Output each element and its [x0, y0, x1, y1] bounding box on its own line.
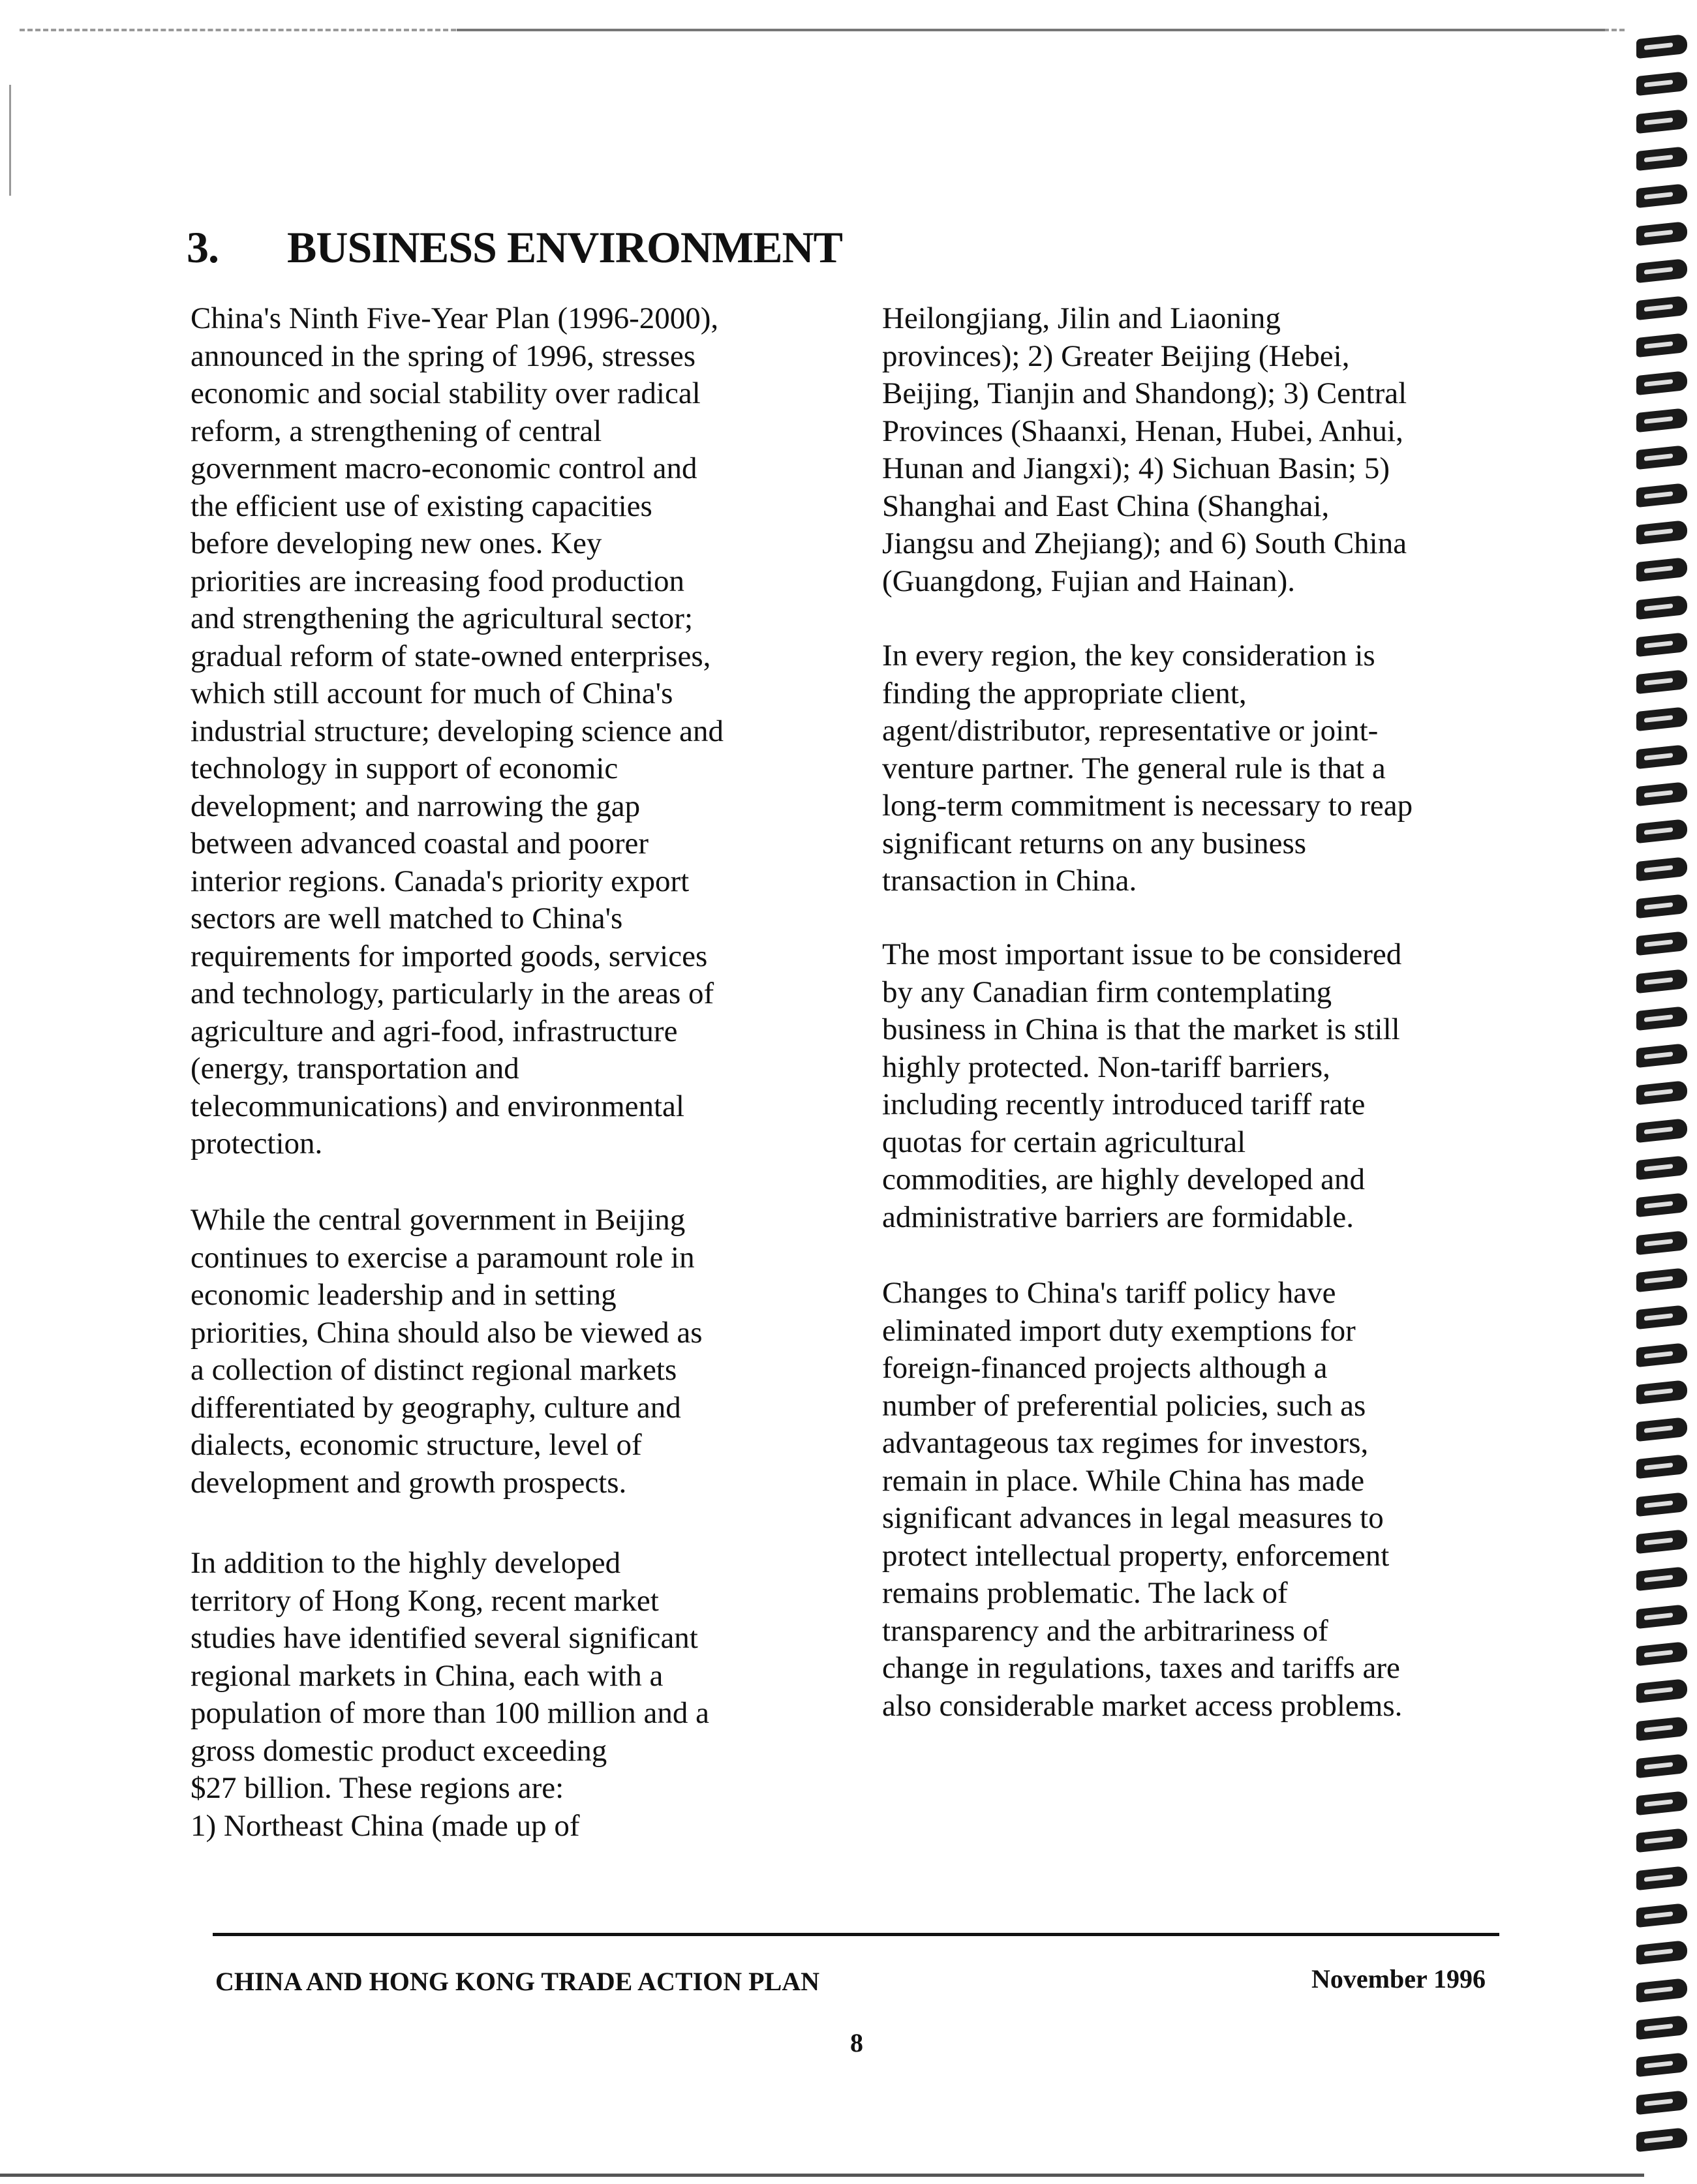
binding-coil [1636, 146, 1687, 171]
binding-coil [1636, 220, 1687, 245]
footer-date: November 1996 [1311, 1964, 1486, 1994]
binding-coil [1636, 108, 1687, 133]
section-number: 3. [187, 222, 219, 272]
binding-coil [1636, 520, 1687, 545]
binding-coil [1636, 2015, 1687, 2040]
left-column [191, 300, 810, 1843]
footer-title: CHINA AND HONG KONG TRADE ACTION PLAN [215, 1967, 820, 1996]
section-heading [187, 222, 842, 273]
scan-left-edge [9, 85, 11, 196]
paragraph-regions-continued: Heilongjiang, Jilin and Liaoning provinces); 2) Greater Beijing (Hebei, Beijing, Tianjin and Shandong); 3) Central Provinces (Shaanxi, Henan, Hubei, Anhui, Hunan and Jiangxi); 4) Sichuan Basin; 5) Shanghai and East China (Shanghai, Jiangsu and Zhejiang); and 6) South China (Guangdong, Fujian and Hainan). [882, 301, 1407, 598]
binding-coil [1636, 557, 1687, 582]
binding-coil [1636, 744, 1687, 769]
binding-coil [1636, 1641, 1687, 1666]
binding-coil [1636, 1454, 1687, 1479]
binding-coil [1636, 1192, 1687, 1217]
binding-coil [1636, 71, 1687, 96]
binding-coil [1636, 1380, 1687, 1404]
binding-coil [1636, 296, 1687, 320]
binding-coil [1636, 1080, 1687, 1105]
binding-coil [1636, 408, 1687, 432]
binding-coil [1636, 968, 1687, 993]
binding-coil [1636, 1828, 1687, 1853]
section-title: BUSINESS ENVIRONMENT [287, 222, 842, 272]
spiral-binding [1631, 0, 1697, 2184]
scan-top-rule [457, 29, 1605, 31]
binding-coil [1636, 1716, 1687, 1740]
binding-coil [1636, 1492, 1687, 1517]
binding-coil [1636, 1940, 1687, 1965]
binding-coil [1636, 2052, 1687, 2077]
binding-coil [1636, 1230, 1687, 1254]
binding-coil [1636, 1267, 1687, 1292]
binding-coil [1636, 1903, 1687, 1928]
binding-coil [1636, 632, 1687, 657]
binding-coil [1636, 2127, 1687, 2152]
binding-coil [1636, 258, 1687, 283]
binding-coil [1636, 1866, 1687, 1890]
page-number: 8 [850, 2028, 863, 2057]
binding-coil [1636, 1603, 1687, 1628]
binding-coil [1636, 333, 1687, 357]
paragraph-key-consideration: In every region, the key consideration is finding the appropriate client, agent/distributor, representative or joint- venture partner. The general rule is that a long-term commitment is necessary to reap significant returns on any business transaction in China. [882, 639, 1413, 898]
binding-coil [1636, 482, 1687, 507]
binding-coil [1636, 1791, 1687, 1815]
binding-coil [1636, 1529, 1687, 1554]
paragraph-tariff-policy: Changes to China's tariff policy have eliminated import duty exemptions for foreign-financed projects although a number of preferential policies, such as advantageous tax regimes for investors, remain in place. While China has made significant advances in legal measures to protect intellectual property, enforcement remains problematic. The lack of transparency and the arbitrariness of change in regulations, taxes and tariffs are also considerable market access problems. [882, 1276, 1403, 1723]
binding-coil [1636, 1417, 1687, 1442]
binding-coil [1636, 1342, 1687, 1367]
binding-coil [1636, 819, 1687, 843]
binding-coil [1636, 1155, 1687, 1180]
binding-coil [1636, 1566, 1687, 1591]
binding-coil [1636, 931, 1687, 956]
paragraph-regional-markets: While the central government in Beijing continues to exercise a paramount role in economic leadership and in setting priorities, China should also be viewed as a collection of distinct regional markets differentiated by geography, culture and dialects, economic structure, level of development and growth prospects. [191, 1203, 703, 1500]
binding-coil [1636, 2089, 1687, 2114]
binding-coil [1636, 1678, 1687, 1703]
binding-coil [1636, 594, 1687, 619]
binding-coil [1636, 1118, 1687, 1143]
binding-coil [1636, 1006, 1687, 1031]
binding-coil [1636, 1043, 1687, 1068]
footer-rule [213, 1933, 1499, 1936]
binding-coil [1636, 371, 1687, 395]
binding-coil [1636, 1977, 1687, 2002]
binding-coil [1636, 34, 1687, 59]
scan-bottom-edge [0, 2174, 1644, 2177]
paragraph-market-protection: The most important issue to be considered by any Canadian firm contemplating business in China is that the market is still highly protected. Non-tariff barriers, including recently introduced tariff rate quotas for certain agricultural commodities, are highly developed and administrative barriers are formidable. [882, 937, 1402, 1234]
binding-coil [1636, 445, 1687, 470]
binding-coil [1636, 706, 1687, 731]
binding-coil [1636, 781, 1687, 806]
paragraph-regions-list: In addition to the highly developed territory of Hong Kong, recent market studies have identified several significant regional markets in China, each with a population of more than 100 million and a gross domestic product exceeding $27 billion. These regions are: 1) Northeast China (made up of [191, 1546, 709, 1843]
binding-coil [1636, 1753, 1687, 1778]
binding-coil [1636, 1305, 1687, 1329]
paragraph-five-year-plan: China's Ninth Five-Year Plan (1996-2000), announced in the spring of 1996, stresses economic and social stability over radical reform, a strengthening of central government macro-economic control and the efficient use of existing capacities before developing new ones. Key priorities are increasing food production and strengthening the agricultural sector; gradual reform of state-owned enterprises, which still account for much of China's industrial structure; developing science and technology in support of economic development; and narrowing the gap between advanced coastal and poorer interior regions. Canada's priority export sectors are well matched to China's requirements for imported goods, services and technology, particularly in the areas of agriculture and agri-food, infrastructure (energy, transportation and telecommunications) and environmental protection. [191, 301, 724, 1160]
binding-coil [1636, 669, 1687, 694]
binding-coil [1636, 894, 1687, 918]
binding-coil [1636, 856, 1687, 881]
binding-coil [1636, 183, 1687, 208]
